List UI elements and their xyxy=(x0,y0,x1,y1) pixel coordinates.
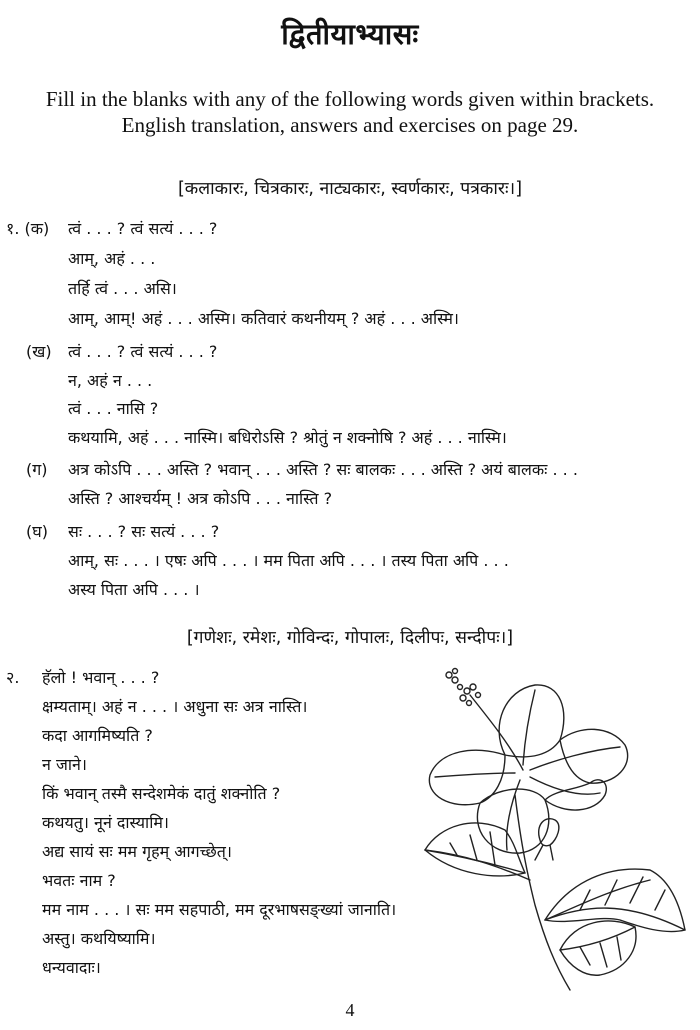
word-choices-1: [कलाकारः, चित्रकारः, नाट्यकारः, स्वर्णकारः, पत्रकारः।] xyxy=(177,179,523,199)
dialogue-line: अद्य सायं सः मम गृहम् आगच्छेत्। xyxy=(42,842,232,861)
dialogue-line: त्वं . . . ? त्वं सत्यं . . . ? xyxy=(68,342,218,361)
dialogue-line: अस्य पिता अपि . . . । xyxy=(68,580,200,599)
dialogue-line: आम्, आम्! अहं . . . अस्मि। कतिवारं कथनीयम् ? अहं . . . अस्मि। xyxy=(68,309,459,328)
instructions-line-2: English translation, answers and exercises on page 29. xyxy=(121,113,579,137)
exercise-2-label: २. xyxy=(6,668,20,687)
dialogue-line: कथयामि, अहं . . . नास्मि। बधिरोऽसि ? श्रोतुं न शक्नोषि ? अहं . . . नास्मि। xyxy=(68,428,507,447)
dialogue-line: धन्यवादाः। xyxy=(42,958,101,977)
dialogue-line: आम्, अहं . . . xyxy=(68,249,156,268)
hibiscus-illustration xyxy=(395,665,690,995)
page-title: द्वितीयाभ्यासः xyxy=(281,17,419,51)
dialogue-line: न जाने। xyxy=(42,755,87,774)
dialogue-line: भवतः नाम ? xyxy=(42,871,116,890)
dialogue-line: अस्तु। कथयिष्यामि। xyxy=(42,929,156,948)
dialogue-line: अस्ति ? आश्चर्यम् ! अत्र कोऽपि . . . नास्ति ? xyxy=(68,489,333,508)
instructions xyxy=(0,86,700,138)
dialogue-line: क्षम्यताम्। अहं न . . . । अधुना सः अत्र नास्ति। xyxy=(42,697,308,716)
page-number: 4 xyxy=(345,1000,355,1020)
dialogue-line: अत्र कोऽपि . . . अस्ति ? भवान् . . . अस्ति ? सः बालकः . . . अस्ति ? अयं बालकः . . . xyxy=(68,460,578,479)
dialogue-line: त्वं . . . ? त्वं सत्यं . . . ? xyxy=(68,219,218,238)
dialogue-line: कदा आगमिष्यति ? xyxy=(42,726,153,745)
dialogue-line: किं भवान् तस्मै सन्देशमेकं दातुं शक्नोति ? xyxy=(42,784,281,803)
instructions-line-1: Fill in the blanks with any of the following words given within brackets. xyxy=(45,87,655,111)
dialogue-line: त्वं . . . नासि ? xyxy=(68,399,159,418)
dialogue-line: हॅलो ! भवान् . . . ? xyxy=(42,668,160,687)
sub-label-kha: (ख) xyxy=(26,342,52,361)
dialogue-line: न, अहं न . . . xyxy=(68,371,153,390)
sub-label-gha: (घ) xyxy=(26,522,48,541)
dialogue-line: कथयतु। नूनं दास्यामि। xyxy=(42,813,169,832)
word-choices-2: [गणेशः, रमेशः, गोविन्दः, गोपालः, दिलीपः, सन्दीपः।] xyxy=(186,628,514,648)
dialogue-line: सः . . . ? सः सत्यं . . . ? xyxy=(68,522,220,541)
sub-label-ga: (ग) xyxy=(26,460,48,479)
dialogue-line: तर्हि त्वं . . . असि। xyxy=(68,279,177,298)
dialogue-line: आम्, सः . . . । एषः अपि . . . । मम पिता अपि . . . । तस्य पिता अपि . . . xyxy=(68,551,509,570)
exercise-1-label: १. (क) xyxy=(6,219,50,238)
dialogue-line: मम नाम . . . । सः मम सहपाठी, मम दूरभाषसङ्ख्यां जानाति। xyxy=(42,900,397,919)
